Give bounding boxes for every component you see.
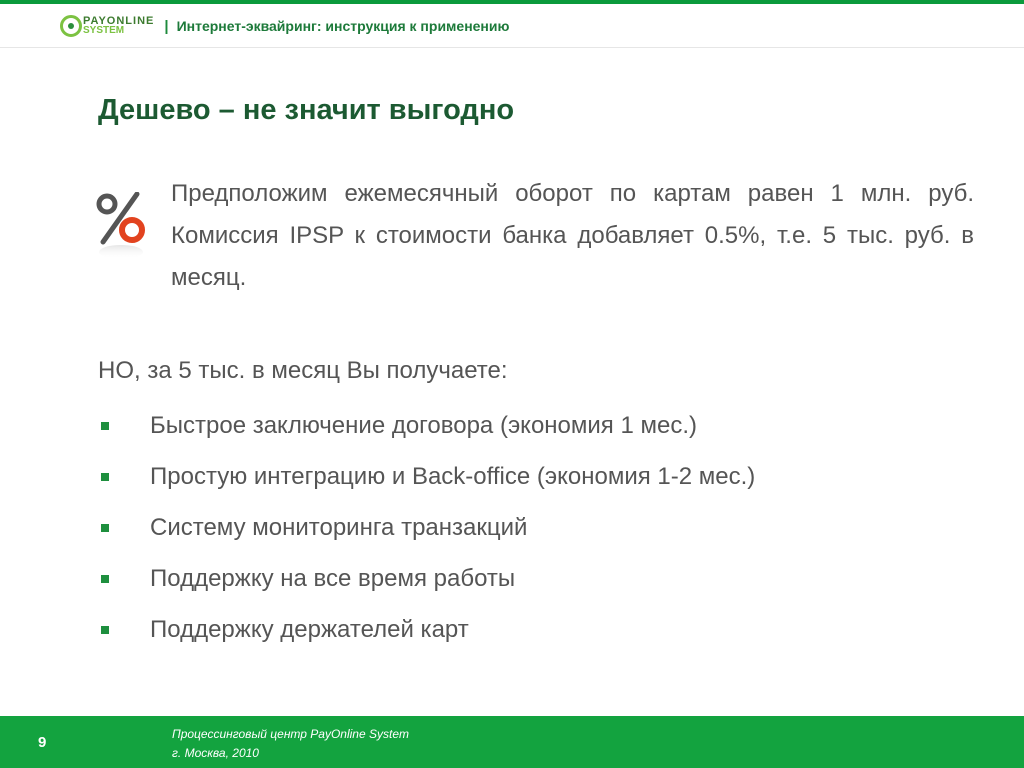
- lead-text: НО, за 5 тыс. в месяц Вы получаете:: [98, 357, 508, 384]
- header-divider: [0, 47, 1024, 48]
- list-item: [98, 604, 755, 655]
- bullet-square-icon: [101, 524, 109, 532]
- page-number: 9: [38, 734, 47, 751]
- footer-caption: [172, 725, 409, 763]
- list-item-text: Поддержку держателей карт: [150, 615, 469, 643]
- list-item: [98, 502, 755, 553]
- list-item: [98, 553, 755, 604]
- bullet-square-icon: [101, 626, 109, 634]
- bullet-square-icon: [101, 422, 109, 430]
- intro-paragraph: Предположим ежемесячный оборот по картам равен 1 млн. руб. Комиссия IPSP к стоимости банка добавляет 0.5%, т.е. 5 тыс. руб. в месяц.: [171, 180, 974, 291]
- payonline-logo: [60, 15, 154, 37]
- list-item: [98, 400, 755, 451]
- slide-header: [60, 8, 509, 44]
- percent-icon: [93, 192, 149, 262]
- footer-line-organization: Процессинговый центр PayOnline System: [172, 727, 409, 741]
- list-item-text: Систему мониторинга транзакций: [150, 513, 528, 541]
- footer-line-location: г. Москва, 2010: [172, 746, 259, 760]
- logo-text-bottom: SYSTEM: [83, 25, 125, 36]
- logo-text-top: PAYONLINE: [83, 15, 155, 27]
- list-item-text: Простую интеграцию и Back-office (экономия 1-2 мес.): [150, 462, 756, 490]
- list-item-text: Быстрое заключение договора (экономия 1 мес.): [150, 411, 697, 439]
- list-item: [98, 451, 755, 502]
- top-accent-line: [0, 0, 1024, 4]
- header-separator: |: [164, 17, 169, 35]
- bullet-square-icon: [101, 575, 109, 583]
- header-title: Интернет-эквайринг: инструкция к применению: [176, 18, 510, 34]
- list-item-text: Поддержку на все время работы: [150, 564, 516, 592]
- bullet-square-icon: [101, 473, 109, 481]
- bullet-list: [98, 400, 755, 655]
- logo-ring-icon: [60, 15, 82, 37]
- slide-footer: [0, 716, 1024, 768]
- slide-title: Дешево – не значит выгодно: [98, 94, 515, 126]
